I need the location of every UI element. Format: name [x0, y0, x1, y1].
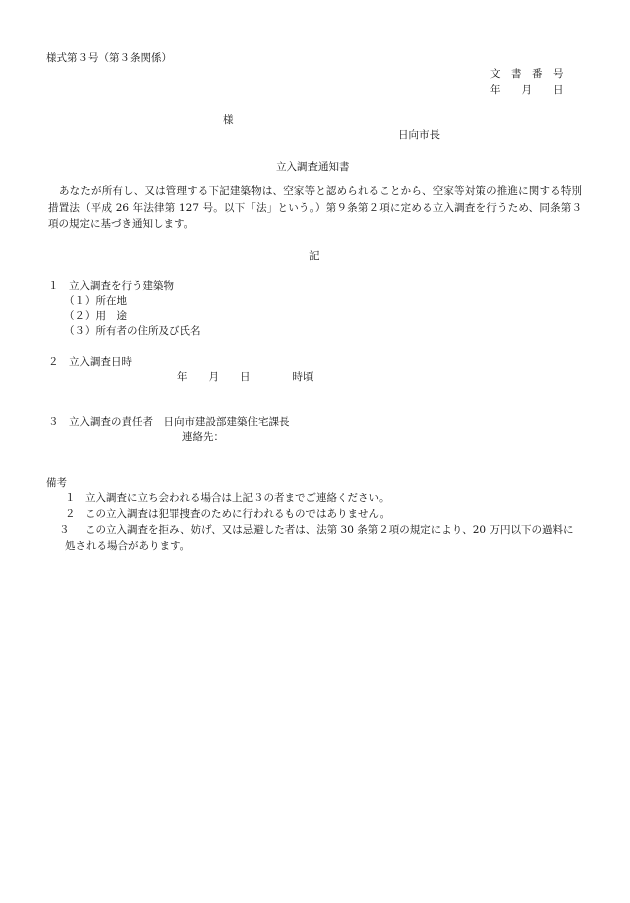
remarks-heading: 備考 — [46, 477, 67, 489]
section1-heading: １ 立入調査を行う建築物 — [48, 280, 174, 292]
date-label: 年 月 日 — [490, 84, 564, 96]
issuer: 日向市長 — [398, 129, 440, 141]
remark-number: ２ — [65, 508, 76, 520]
document-number-label: 文 書 番 号 — [490, 68, 564, 80]
remark-number: １ — [65, 492, 76, 504]
remark-text: この立入調査は犯罪捜査のために行われるものではありません。 — [85, 508, 391, 520]
section3-contact: 連絡先： — [182, 431, 224, 443]
remark-text: 立入調査に立ち会われる場合は上記３の者までご連絡ください。 — [85, 492, 390, 504]
section2-datetime: 年 月 日 時頃 — [177, 371, 314, 383]
section1-item-owner: （３）所有者の住所及び氏名 — [64, 325, 201, 337]
section2-heading: ２ 立入調査日時 — [48, 356, 132, 368]
section3-heading: ３ 立入調査の責任者 日向市建設部建築住宅課長 — [48, 416, 290, 428]
remark-number: ３ — [59, 524, 70, 536]
body-paragraph: あなたが所有し、又は管理する下記建築物は、空家等と認められることから、空家等対策の推進に関する特別措置法（平成 26 年法律第 127 号。以下「法」という。）第９条第２項に定める立入調査を行うため、同条第３項の規定に基づき通知します。 — [48, 185, 582, 230]
addressee-suffix: 様 — [223, 114, 234, 126]
section1-item-use: （２）用 途 — [64, 310, 127, 322]
section1-item-location: （１）所在地 — [64, 295, 127, 307]
document-title: 立入調査通知書 — [276, 161, 350, 173]
remark-item — [59, 522, 583, 554]
form-label: 様式第３号（第３条関係） — [46, 52, 172, 64]
remark-item — [59, 490, 583, 506]
remark-item — [59, 506, 583, 522]
remark-text: この立入調査を拒み、妨げ、又は忌避した者は、法第 30 条第２項の規定により、20 万円以下の過料に処される場合があります。 — [65, 524, 574, 552]
ki-marker: 記 — [309, 250, 320, 262]
